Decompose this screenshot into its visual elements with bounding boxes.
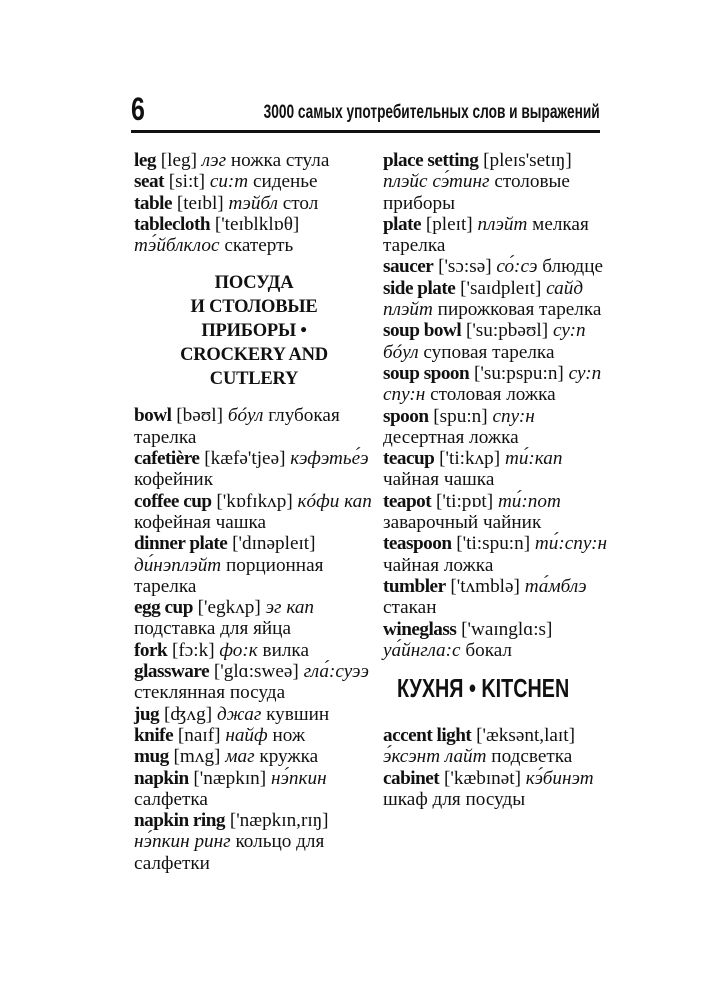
running-title: 3000 самых употребительных слов и выражений: [264, 102, 600, 123]
entry-reading: со́:сэ: [496, 256, 538, 278]
entry-headword: tablecloth: [134, 213, 211, 235]
entry-headword: mug: [134, 746, 169, 768]
section-heading-line: И СТОЛОВЫЕ: [190, 297, 318, 318]
dictionary-entry: [134, 150, 374, 171]
entry-headword: coffee cup: [134, 490, 212, 512]
dictionary-entry: [134, 810, 374, 874]
entry-headword: side plate: [383, 277, 456, 299]
entry-headword: tumbler: [383, 575, 446, 597]
entry-headword: bowl: [134, 405, 172, 427]
entry-transcription: [bəʊl]: [176, 405, 224, 427]
entry-headword: fork: [134, 639, 168, 661]
dictionary-entry: [134, 448, 374, 491]
entry-translation: нож: [272, 724, 306, 746]
entry-headword: spoon: [383, 405, 429, 427]
entry-reading: гла́:суээ: [303, 661, 369, 683]
dictionary-entry: [383, 491, 613, 534]
entry-headword: table: [134, 192, 173, 214]
entry-reading: лэг: [201, 150, 227, 171]
dictionary-entry: [134, 704, 374, 725]
entry-reading: маг: [225, 746, 255, 768]
header-rule: [131, 130, 600, 133]
entry-headword: dinner plate: [134, 533, 228, 555]
entry-headword: saucer: [383, 256, 434, 278]
entry-translation: столовые приборы: [383, 171, 570, 214]
entry-transcription: ['tʌmblə]: [450, 575, 520, 597]
entry-headword: cafetière: [134, 448, 200, 470]
entry-reading: тэйбл: [228, 192, 278, 214]
entry-transcription: ['næpkɪn]: [193, 767, 267, 789]
entry-transcription: ['ti:pɒt]: [435, 490, 494, 512]
entry-transcription: ['æksənt,laɪt]: [476, 725, 575, 747]
entry-headword: soup spoon: [383, 362, 470, 384]
entry-headword: plate: [383, 213, 422, 235]
dictionary-entry: [134, 746, 374, 767]
section-heading-line: ПРИБОРЫ •: [201, 321, 307, 342]
entry-headword: knife: [134, 724, 174, 746]
entry-translation: бокал: [465, 639, 513, 661]
entry-reading: та́мблэ: [524, 575, 587, 597]
dictionary-entry: [134, 725, 374, 746]
entry-headword: place setting: [383, 150, 479, 171]
entry-reading: си:т: [209, 171, 249, 193]
entry-transcription: ['kæbɪnət]: [444, 767, 521, 789]
entry-headword: napkin: [134, 767, 189, 789]
entry-transcription: ['ti:spu:n]: [456, 533, 531, 555]
entry-group: [134, 405, 374, 874]
dictionary-entry: [383, 406, 613, 449]
entry-translation: суповая тарелка: [423, 341, 555, 363]
section-heading-line: CROCKERY AND: [180, 345, 328, 366]
entry-transcription: ['egkʌp]: [197, 597, 261, 619]
entry-translation: кружка: [259, 746, 319, 768]
entry-transcription: [ʤʌg]: [163, 703, 213, 725]
entry-headword: teaspoon: [383, 533, 452, 555]
dictionary-entry: [383, 533, 613, 576]
entry-transcription: [mʌg]: [173, 746, 221, 768]
dictionary-entry: [134, 171, 374, 192]
entry-transcription: ['waɪnglɑ:s]: [461, 618, 553, 640]
entry-reading: фо:к: [219, 639, 258, 661]
entry-transcription: [naɪf]: [177, 724, 221, 746]
entry-reading: э́ксэнт лайт: [383, 746, 487, 768]
entry-translation: ножка стула: [230, 150, 330, 171]
entry-reading: тэ́йблклос: [134, 235, 220, 257]
entry-reading: су:п спу:н: [383, 362, 602, 406]
entry-reading: нэ́пкин ринг: [134, 831, 231, 853]
dictionary-entry: [134, 193, 374, 214]
entry-headword: teapot: [383, 490, 432, 512]
dictionary-entry: [383, 214, 613, 257]
dictionary-entry: [383, 320, 613, 363]
section-heading-crockery: [134, 271, 374, 391]
dictionary-entry: [134, 214, 374, 257]
entry-group: [383, 150, 613, 661]
entry-reading: ти́:кап: [504, 448, 563, 470]
dictionary-entry: [383, 619, 613, 662]
entry-translation: подставка для яйца: [134, 618, 291, 640]
dictionary-entry: [383, 448, 613, 491]
entry-reading: кэфэтье́э: [290, 448, 369, 470]
entry-translation: порционная тарелка: [134, 554, 324, 597]
entry-headword: soup bowl: [383, 320, 462, 342]
dictionary-entry: [134, 597, 374, 640]
entry-headword: seat: [134, 171, 164, 193]
entry-translation: шкаф для посуды: [383, 789, 526, 811]
entry-translation: стол: [282, 192, 319, 214]
entry-headword: leg: [134, 150, 156, 171]
entry-transcription: [kæfə'tjeə]: [204, 448, 286, 470]
section-heading-line: ПОСУДА: [214, 273, 294, 294]
dictionary-entry: [383, 150, 613, 214]
entry-reading: эг кап: [265, 597, 315, 619]
entry-translation: кольцо для салфетки: [134, 831, 325, 874]
entry-transcription: [fɔ:k]: [171, 639, 215, 661]
entry-translation: салфетка: [134, 788, 208, 810]
dictionary-entry: [383, 768, 613, 811]
entry-translation: чайная ложка: [383, 554, 494, 576]
dictionary-entry: [383, 725, 613, 768]
entry-translation: стакан: [383, 597, 437, 619]
entry-reading: плэйс сэ́тинг: [383, 171, 490, 193]
entry-reading: кэ́бинэт: [525, 767, 594, 789]
entry-reading: кóфи кап: [297, 490, 372, 512]
entry-reading: уа́йнгла:с: [383, 639, 461, 661]
entry-translation: подсветка: [491, 746, 573, 768]
entry-translation: сиденье: [252, 171, 318, 193]
entry-reading: сайд плэйт: [383, 277, 584, 321]
entry-reading: бóул: [227, 405, 264, 427]
entry-transcription: [pleɪt]: [425, 213, 473, 235]
entry-transcription: ['teɪblklɒθ]: [214, 213, 300, 235]
entry-transcription: ['saɪdpleɪt]: [460, 277, 542, 299]
entry-translation: мелкая тарелка: [383, 213, 589, 257]
entry-reading: су:п бóул: [383, 320, 586, 363]
entry-reading: ти́:пот: [497, 490, 561, 512]
entry-transcription: ['dɪnəpleɪt]: [232, 533, 316, 555]
entry-translation: десертная ложка: [383, 426, 519, 448]
entry-transcription: [spu:n]: [433, 405, 488, 427]
entry-translation: блюдце: [542, 256, 603, 278]
entry-transcription: ['sɔ:sə]: [438, 256, 492, 278]
dictionary-entry: [383, 256, 613, 277]
entry-headword: accent light: [383, 725, 472, 747]
entry-transcription: ['su:pbəʊl]: [465, 320, 549, 342]
dictionary-entry: [383, 278, 613, 321]
entry-translation: скатерть: [224, 235, 294, 257]
right-column: [383, 150, 613, 810]
dictionary-entry: [383, 363, 613, 406]
entry-group: [383, 725, 613, 810]
entry-transcription: ['næpkɪn,rɪŋ]: [229, 810, 329, 832]
entry-translation: кофейник: [134, 469, 214, 491]
entry-transcription: ['kɒfɪkʌp]: [216, 490, 293, 512]
section-heading-line: CUTLERY: [209, 369, 299, 390]
entry-headword: egg cup: [134, 597, 193, 619]
entry-reading: ди́нэплэйт: [134, 554, 222, 576]
entry-reading: джаг: [216, 703, 262, 725]
entry-reading: плэйт: [477, 213, 528, 235]
page-number: 6: [131, 91, 145, 127]
left-column: [134, 150, 374, 874]
entry-reading: ти́:спу:н: [534, 533, 608, 555]
entry-translation: чайная чашка: [383, 469, 495, 491]
entry-transcription: [teɪbl]: [176, 192, 224, 214]
entry-translation: кувшин: [266, 703, 330, 725]
entry-reading: нэ́пкин: [270, 767, 327, 789]
entry-headword: teacup: [383, 448, 435, 470]
entry-translation: заварочный чайник: [383, 512, 542, 534]
entry-headword: cabinet: [383, 767, 440, 789]
entry-group: [134, 150, 374, 256]
entry-headword: glassware: [134, 661, 210, 683]
section-heading-kitchen: КУХНЯ • KITCHEN: [397, 673, 570, 704]
entry-headword: napkin ring: [134, 810, 226, 832]
entry-reading: спу:н: [492, 405, 535, 427]
entry-translation: глубокая тарелка: [134, 405, 340, 448]
entry-translation: столовая ложка: [430, 384, 556, 406]
entry-reading: найф: [225, 724, 268, 746]
entry-translation: пирожковая тарелка: [437, 299, 602, 321]
entry-transcription: ['su:pspu:n]: [474, 362, 564, 384]
dictionary-entry: [383, 576, 613, 619]
dictionary-entry: [134, 533, 374, 597]
entry-translation: стеклянная посуда: [134, 682, 286, 704]
entry-translation: вилка: [262, 639, 309, 661]
entry-transcription: ['ti:kʌp]: [439, 448, 501, 470]
dictionary-entry: [134, 768, 374, 811]
entry-transcription: [si:t]: [168, 171, 206, 193]
entry-translation: кофейная чашка: [134, 511, 267, 533]
dictionary-entry: [134, 491, 374, 534]
dictionary-entry: [134, 405, 374, 448]
entry-transcription: [leg]: [160, 150, 197, 171]
dictionary-entry: [134, 640, 374, 661]
dictionary-entry: [134, 661, 374, 704]
entry-transcription: [pleɪs'setɪŋ]: [483, 150, 572, 171]
entry-transcription: ['glɑ:sweə]: [213, 661, 299, 683]
entry-headword: jug: [134, 703, 160, 725]
entry-headword: wineglass: [383, 618, 457, 640]
